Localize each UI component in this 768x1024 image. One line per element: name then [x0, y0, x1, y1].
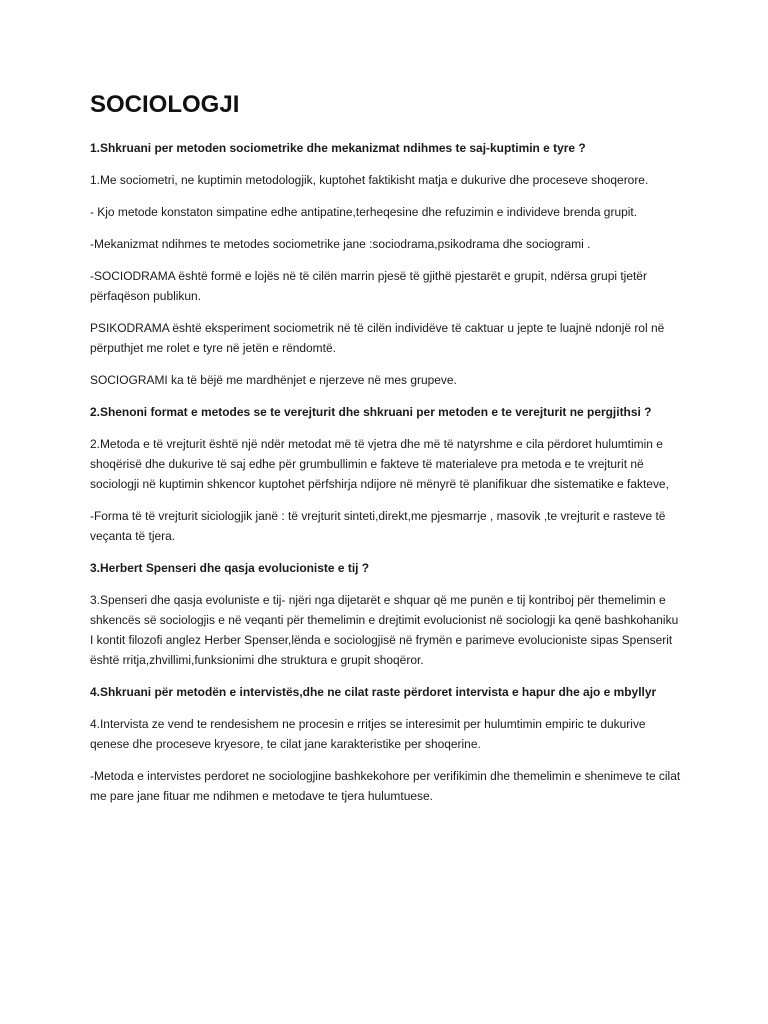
question-4: 4.Shkruani për metodën e intervistës,dhe ne cilat raste përdoret intervista e hapur dhe ajo e mbyllyr [90, 685, 657, 700]
answer-paragraph: 2.Metoda e të vrejturit është një ndër metodat më të vjetra dhe më të natyrshme e cila përdoret hulumtimin e shoqërisë dhe dukurive të saj edhe për grumbullimin e fakteve të materialeve pra metoda e te vrejturit në sociologji në kuptimin shkencor kuptohet përfshirja ndijore në mënyrë të planifikuar dhe sistematike e fakteve, [90, 437, 669, 492]
answer-paragraph: 4.Intervista ze vend te rendesishem ne procesin e rritjes se interesimit per hulumtimin empiric te dukurive qenese dhe proceseve kryesore, te cilat jane karakteristike per shoqerine. [90, 717, 646, 752]
question-2: 2.Shenoni format e metodes se te verejturit dhe shkruani per metoden e te verejturit ne pergjithsi ? [90, 405, 652, 420]
answer-paragraph: 1.Me sociometri, ne kuptimin metodologjik, kuptohet faktikisht matja e dukurive dhe proceseve shoqerore. [90, 173, 649, 188]
question-3: 3.Herbert Spenseri dhe qasja evolucioniste e tij ? [90, 561, 370, 576]
answer-paragraph: -Forma të të vrejturit siciologjik janë : të vrejturit sinteti,direkt,me pjesmarrje , masovik ,te vrejturit e rasteve të veçanta të tjera. [90, 509, 666, 544]
answer-paragraph: - Kjo metode konstaton simpatine edhe antipatine,terheqesine dhe refuzimin e individeve brenda grupit. [90, 205, 638, 220]
answer-paragraph: PSIKODRAMA është eksperiment sociometrik në të cilën individëve të caktuar u jepte te luajnë ndonjë rol në përputhjet me rolet e tyre në jetën e rëndomtë. [90, 321, 665, 356]
answer-paragraph: -SOCIODRAMA është formë e lojës në të cilën marrin pjesë të gjithë pjestarët e grupit, ndërsa grupi tjetër përfaqëson publikun. [90, 269, 647, 304]
document-title: SOCIOLOGJI [90, 91, 240, 118]
answer-paragraph: SOCIOGRAMI ka të bëjë me mardhënjet e njerzeve në mes grupeve. [90, 373, 457, 388]
answer-paragraph: -Metoda e intervistes perdoret ne sociologjine bashkekohore per verifikimin dhe themelimin e shenimeve te cilat me pare jane fituar me ndihmen e metodave te tjera hulumtuese. [90, 769, 681, 804]
answer-paragraph: 3.Spenseri dhe qasja evoluniste e tij- njëri nga dijetarët e shquar që me punën e tij kontriboj për themelimin e shkencës së sociologjis e në veqanti për themelimin e drejtimit evolucionist në sociologji ka qenë bashkohaniku I kontit filozofi anglez Herber Spenser,lënda e sociologjisë në frymën e parimeve evolucioniste sipas Spenserit është rritja,zhvillimi,funksionimi dhe struktura e grupit shoqëror. [90, 593, 679, 668]
question-1: 1.Shkruani per metoden sociometrike dhe mekanizmat ndihmes te saj-kuptimin e tyre ? [90, 141, 586, 156]
answer-paragraph: -Mekanizmat ndihmes te metodes sociometrike jane :sociodrama,psikodrama dhe sociogrami . [90, 237, 591, 252]
